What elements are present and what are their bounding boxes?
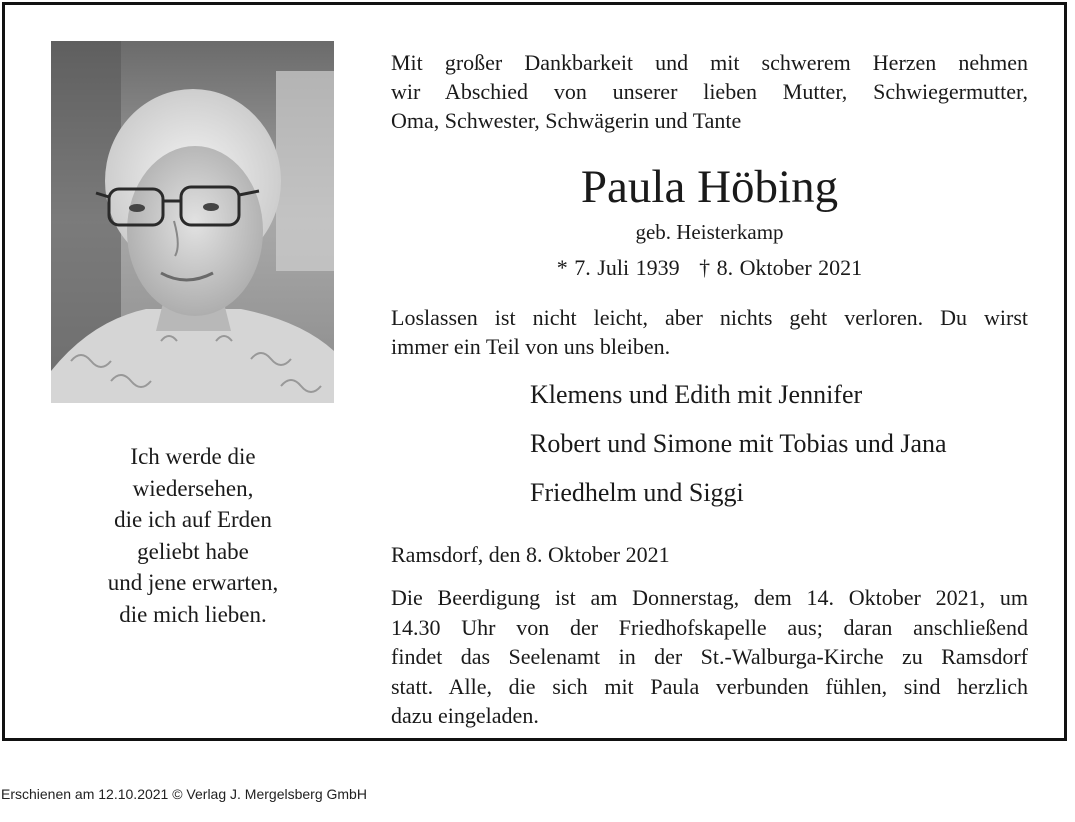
funeral-line: statt. Alle, die sich mit Paula verbunden fühlen, sind herzlich — [391, 673, 1028, 699]
place-date: Ramsdorf, den 8. Oktober 2021 — [391, 542, 670, 567]
poem-line: die mich lieben. — [119, 601, 267, 627]
obituary-notice — [2, 2, 1067, 741]
poem-line: Ich werde die — [130, 444, 256, 469]
publication-credit: Erschienen am 12.10.2021 © Verlag J. Mergelsberg GmbH — [1, 786, 367, 802]
maiden-name: geb. Heisterkamp — [635, 220, 784, 244]
farewell-quote — [391, 303, 1028, 361]
funeral-line: 14.30 Uhr von der Friedhofskapelle aus; daran anschließend — [391, 614, 1028, 640]
deceased-name: Paula Höbing — [580, 161, 839, 213]
quote-line: immer ein Teil von uns bleiben. — [391, 334, 671, 359]
mourner-line: Robert und Simone mit Tobias und Jana — [530, 429, 947, 458]
poem-verse — [45, 441, 341, 630]
poem-line: die ich auf Erden — [114, 507, 272, 532]
poem-line: wiedersehen, — [132, 475, 254, 501]
life-dates: * 7. Juli 1939 † 8. Oktober 2021 — [556, 255, 863, 280]
intro-line: Oma, Schwester, Schwägerin und Tante — [391, 108, 742, 133]
portrait-photo — [51, 41, 334, 403]
funeral-details — [391, 583, 1028, 731]
intro-text — [391, 48, 1028, 135]
quote-line: Loslassen ist nicht leicht, aber nichts geht verloren. Du wirst — [391, 305, 1028, 330]
intro-line: Mit großer Dankbarkeit und mit schwerem Herzen nehmen — [391, 50, 1028, 75]
poem-line: geliebt habe — [137, 538, 249, 564]
mourner-line: Friedhelm und Siggi — [530, 478, 744, 507]
funeral-line: findet das Seelenamt in der St.-Walburga-Kirche zu Ramsdorf — [391, 644, 1028, 669]
funeral-line: Die Beerdigung ist am Donnerstag, dem 14. Oktober 2021, um — [391, 585, 1028, 610]
poem-line: und jene erwarten, — [107, 570, 279, 595]
intro-line: wir Abschied von unserer lieben Mutter, Schwiegermutter, — [391, 79, 1028, 104]
mourner-line: Klemens und Edith mit Jennifer — [530, 380, 863, 409]
funeral-line: dazu eingeladen. — [391, 703, 539, 728]
portrait-image — [51, 41, 334, 403]
